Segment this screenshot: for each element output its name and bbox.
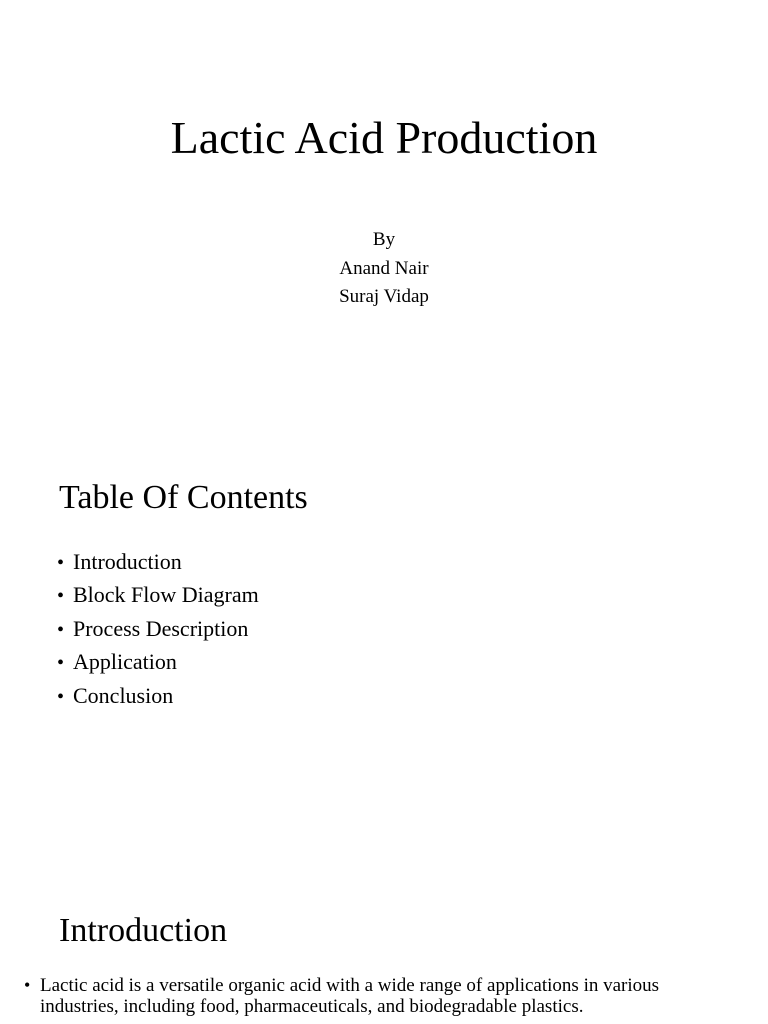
toc-item-label: Conclusion xyxy=(73,682,174,708)
bullet-icon: • xyxy=(57,552,65,574)
toc-item-label: Process Description xyxy=(73,615,249,641)
toc-list xyxy=(57,546,259,713)
bullet-icon: • xyxy=(24,975,31,995)
introduction-heading: Introduction xyxy=(59,912,228,949)
bullet-icon: • xyxy=(57,585,65,608)
toc-heading: Table Of Contents xyxy=(59,479,308,516)
toc-item xyxy=(57,546,259,579)
byline xyxy=(0,226,768,312)
introduction-bullet xyxy=(24,975,714,1017)
bullet-icon: • xyxy=(57,618,65,641)
toc-item-label: Introduction xyxy=(73,549,182,574)
title-slide xyxy=(0,0,768,430)
introduction-text: Lactic acid is a versatile organic acid with a wide range of applications in various industries, including food, pharmaceuticals, and biodegradable plastics. xyxy=(40,975,660,1017)
toc-item xyxy=(57,646,259,679)
by-label: By xyxy=(372,229,396,250)
bullet-icon: • xyxy=(57,685,65,708)
toc-item xyxy=(57,579,259,612)
toc-item xyxy=(57,680,259,713)
document-title: Lactic Acid Production xyxy=(170,112,598,163)
author-name: Anand Nair xyxy=(339,257,429,279)
bullet-icon: • xyxy=(57,652,65,675)
toc-item-label: Block Flow Diagram xyxy=(73,582,259,608)
table-of-contents-slide xyxy=(0,470,768,770)
toc-item-label: Application xyxy=(73,649,177,675)
toc-item xyxy=(57,613,259,646)
introduction-slide xyxy=(0,905,768,1024)
author-name: Suraj Vidap xyxy=(339,286,429,307)
